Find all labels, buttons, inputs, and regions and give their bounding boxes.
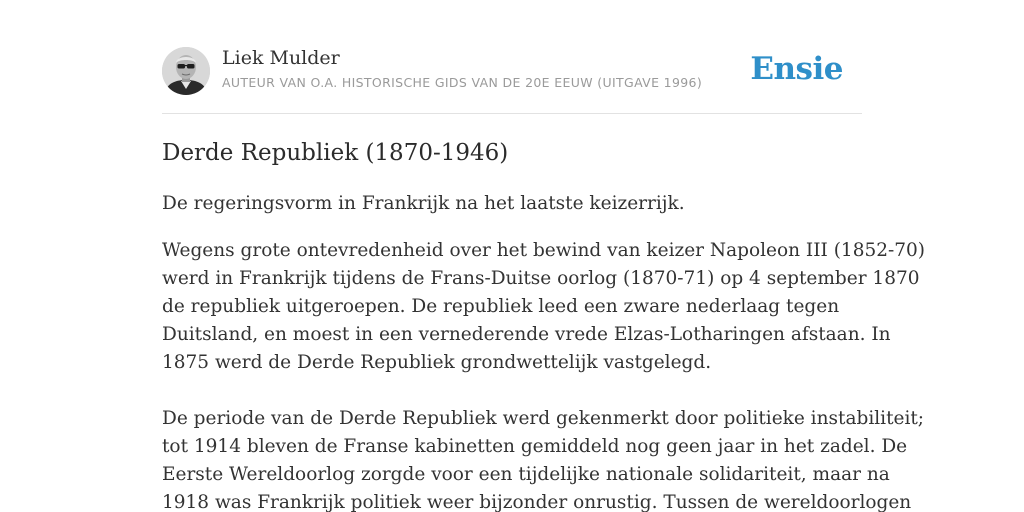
ensie-logo[interactable]: Ensie [750,51,843,87]
paragraph-line: Duitsland, en moest in een vernederende vrede Elzas-Lotharingen afstaan. In [162,324,891,345]
avatar-photo-icon [162,47,210,95]
paragraph-line: De periode van de Derde Republiek werd gekenmerkt door politieke instabiliteit; [162,408,925,429]
paragraph-line: 1875 werd de Derde Republiek grondwettelijk vastgelegd. [162,352,712,373]
paragraph-line: 1918 was Frankrijk politiek weer bijzonder onrustig. Tussen de wereldoorlogen [162,492,912,512]
article-body [162,237,926,512]
article-title: Derde Republiek (1870-1946) [162,140,509,166]
article-intro: De regeringsvorm in Frankrijk na het laatste keizerrijk. [162,193,685,214]
author-description: AUTEUR VAN O.A. HISTORISCHE GIDS VAN DE 20E EEUW (UITGAVE 1996) [222,75,703,90]
paragraph-line: tot 1914 bleven de Franse kabinetten gemiddeld nog geen jaar in het zadel. De [162,436,908,457]
author-header [162,46,862,96]
header-divider [162,113,862,114]
author-avatar[interactable] [162,47,210,95]
author-name[interactable]: Liek Mulder [222,47,340,69]
paragraph-line: werd in Frankrijk tijdens de Frans-Duitse oorlog (1870-71) op 4 september 1870 [162,268,920,289]
paragraph-gap [162,377,882,405]
paragraph-line: de republiek uitgeroepen. De republiek leed een zware nederlaag tegen [162,296,840,317]
paragraph-line: Wegens grote ontevredenheid over het bewind van keizer Napoleon III (1852-70) [162,240,926,261]
paragraph-line: Eerste Wereldoorlog zorgde voor een tijdelijke nationale solidariteit, maar na [162,464,890,485]
